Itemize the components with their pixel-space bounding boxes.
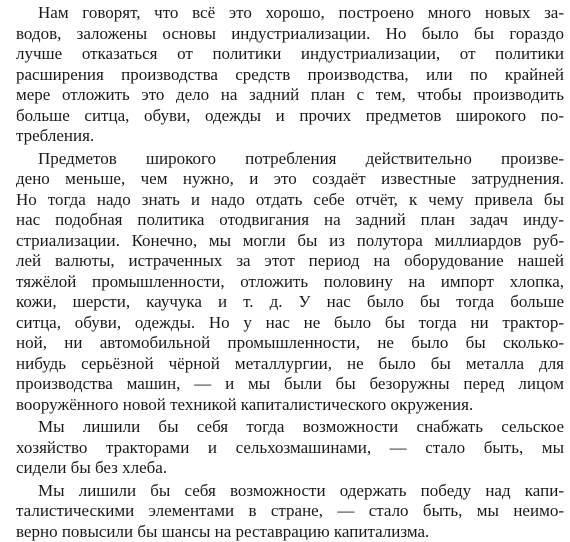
text-line: нас подобная политика отодвигания на задний план задач инду-: [16, 210, 564, 231]
text-line: талистическими элементами в стране, — стало быть, мы неимо-: [16, 501, 564, 522]
text-line: нибудь серьёзной чёрной металлургии, не было бы металла для: [16, 354, 564, 375]
text-line: расширения производства средств производства, или по крайней: [16, 65, 564, 86]
text-line: Нам говорят, что всё это хорошо, построено много новых за-: [16, 3, 564, 24]
paragraph-1: [16, 3, 564, 147]
text-line: тяжёлой промышленности, отложить половину на импорт хлопка,: [16, 272, 564, 293]
text-line: Но тогда надо знать и надо отдать себе отчёт, к чему привела бы: [16, 190, 564, 211]
text-line: ной, ни автомобильной промышленности, не было бы сколько-: [16, 333, 564, 354]
paragraph-2: [16, 149, 564, 416]
text-line: ситца, обуви, одежды. Но у нас не было бы тогда ни трактор-: [16, 313, 564, 334]
text-line: верно повысили бы шансы на реставрацию капитализма.: [16, 522, 564, 542]
text-line: вооружённого новой техникой капиталистического окружения.: [16, 395, 564, 416]
text-line: Предметов широкого потребления действительно произве-: [16, 149, 564, 170]
text-line: хозяйство тракторами и сельхозмашинами, — стало быть, мы: [16, 438, 564, 459]
text-line: водов, заложены основы индустриализации. Но было бы гораздо: [16, 24, 564, 45]
text-line: производства машин, — и мы были бы безоружны перед лицом: [16, 374, 564, 395]
text-line: лучше отказаться от политики индустриализации, от политики: [16, 44, 564, 65]
text-line: мере отложить это дело на задний план с тем, чтобы производить: [16, 85, 564, 106]
paragraph-3: [16, 417, 564, 479]
text-line: лей валюты, истраченных за этот период на оборудование нашей: [16, 251, 564, 272]
text-line: кожи, шерсти, каучука и т. д. У нас было бы тогда больше: [16, 292, 564, 313]
text-line: больше ситца, обуви, одежды и прочих предметов широкого по-: [16, 106, 564, 127]
text-line: Мы лишили бы себя тогда возможности снабжать сельское: [16, 417, 564, 438]
text-line: Мы лишили бы себя возможности одержать победу над капи-: [16, 481, 564, 502]
text-line: сидели бы без хлеба.: [16, 458, 564, 479]
text-line: дено меньше, чем нужно, и это создаёт известные затруднения.: [16, 169, 564, 190]
text-line: требления.: [16, 126, 564, 147]
paragraph-4: [16, 481, 564, 542]
text-line: стриализации. Конечно, мы могли бы из полутора миллиардов руб-: [16, 231, 564, 252]
